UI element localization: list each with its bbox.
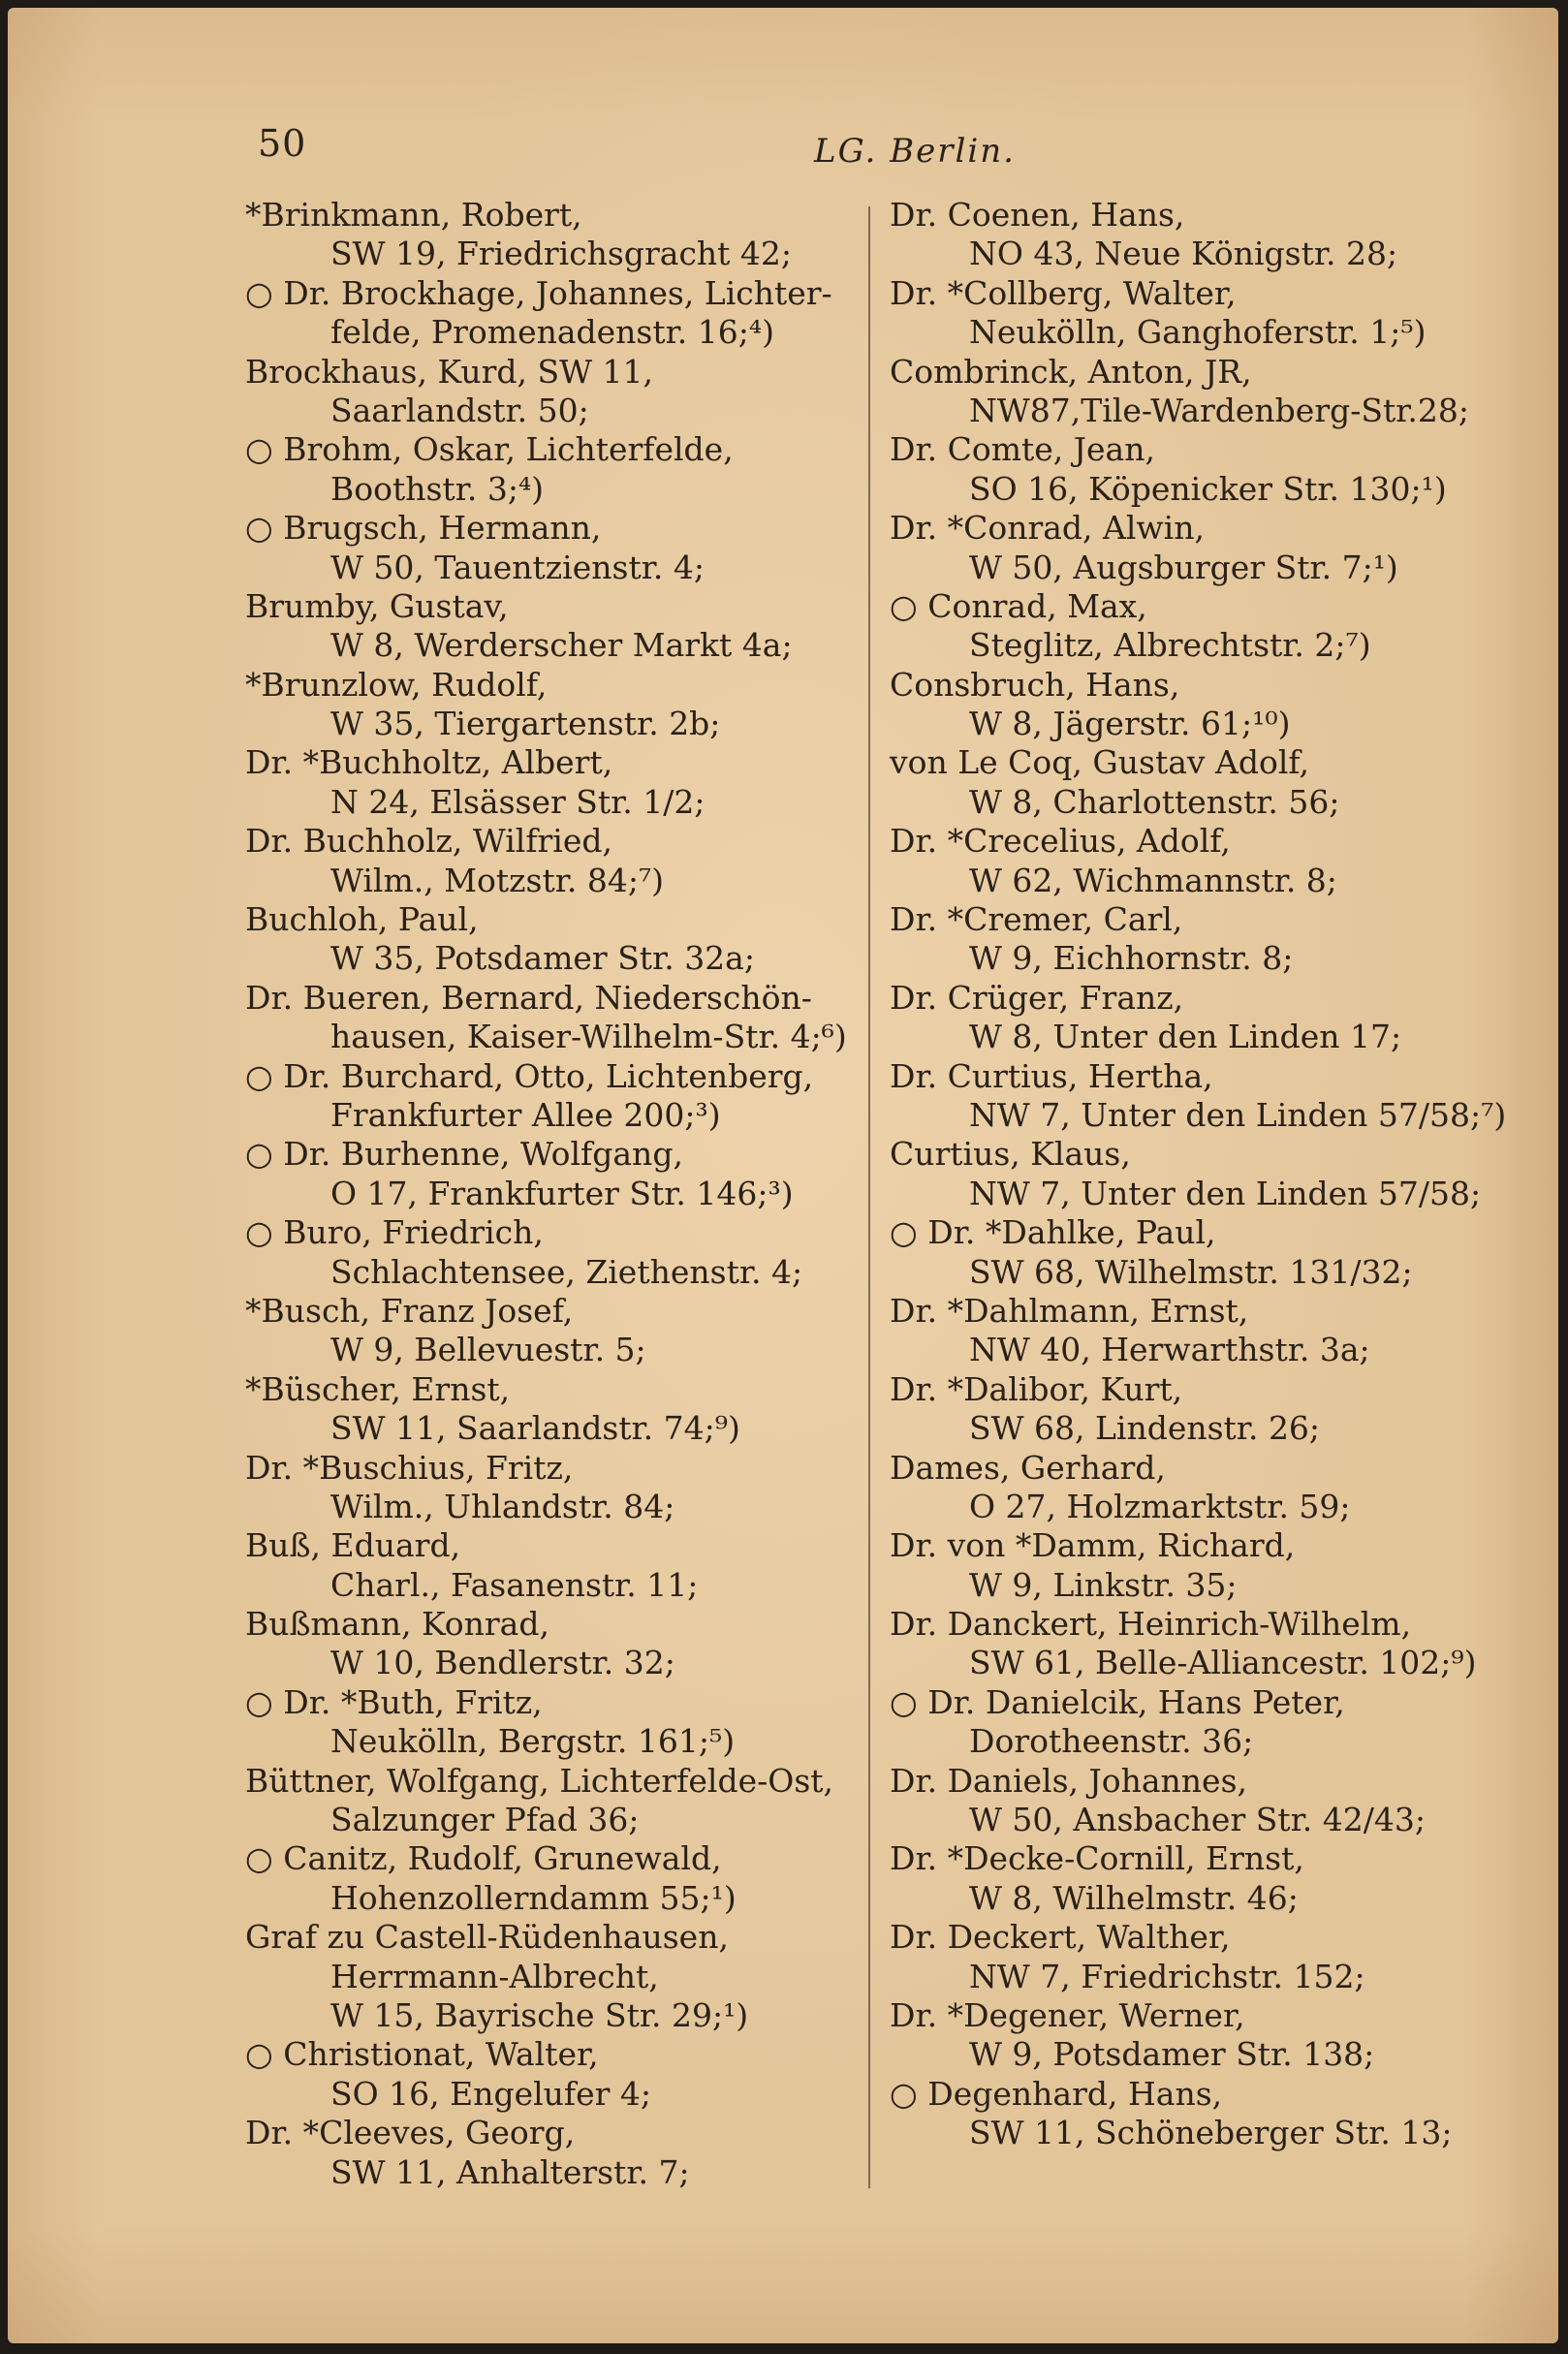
entry-address-line: Herrmann-Albrecht, (330, 1957, 659, 1995)
directory-entry (245, 1449, 875, 1527)
directory-entry (245, 353, 875, 431)
entry-address-line: W 62, Wichmannstr. 8; (969, 861, 1337, 899)
entry-address-line: felde, Promenadenstr. 16;⁴) (330, 313, 774, 352)
directory-entry (890, 1213, 1549, 1292)
entry-name-line: Dr. Bueren, Bernard, Niederschön- (245, 978, 812, 1017)
entry-address-line: NW87,Tile-Wardenberg-Str.28; (969, 391, 1469, 429)
entry-name-line: Dr. Comte, Jean, (890, 430, 1155, 469)
directory-entry (245, 1526, 875, 1605)
entry-address-line: Frankfurter Allee 200;³) (330, 1095, 721, 1134)
directory-entry (245, 509, 875, 587)
directory-entry (245, 979, 875, 1057)
entry-address-line: NW 40, Herwarthstr. 3a; (969, 1331, 1370, 1369)
entry-address-line: SW 61, Belle-Alliancestr. 102;⁹) (969, 1644, 1477, 1682)
directory-entry (890, 822, 1549, 900)
entry-name-line: Dr. von *Damm, Richard, (890, 1526, 1296, 1565)
directory-entry (245, 2035, 875, 2114)
directory-entry (245, 1683, 875, 1762)
entry-name-line: Dr. *Dahlmann, Ernst, (890, 1291, 1249, 1330)
entry-address-line: Neukölln, Ganghoferstr. 1;⁵) (969, 313, 1427, 352)
directory-entry (890, 900, 1549, 979)
entry-name-line: ○ Christionat, Walter, (245, 2035, 599, 2074)
entry-address-line: NO 43, Neue Königstr. 28; (969, 235, 1398, 273)
entry-address-line: W 8, Werderscher Markt 4a; (330, 626, 793, 665)
entry-address-line: Schlachtensee, Ziethenstr. 4; (330, 1252, 803, 1291)
entry-name-line: Dr. Curtius, Hertha, (890, 1056, 1213, 1095)
entry-name-line: *Büscher, Ernst, (245, 1369, 511, 1408)
entry-address-line: W 50, Ansbacher Str. 42/43; (969, 1801, 1426, 1839)
directory-entry (245, 1213, 875, 1292)
directory-entry (245, 743, 875, 822)
entry-name-line: Dr. *Decke-Cornill, Ernst, (890, 1839, 1304, 1878)
entry-address-line: Neukölln, Bergstr. 161;⁵) (330, 1722, 736, 1761)
entry-name-line: Dr. *Buschius, Fritz, (245, 1448, 574, 1487)
entry-address-line: SW 19, Friedrichsgracht 42; (330, 235, 793, 273)
entry-address-line: Dorotheenstr. 36; (969, 1722, 1254, 1761)
entry-name-line: Dames, Gerhard, (890, 1448, 1166, 1487)
directory-entry (890, 587, 1549, 666)
entry-address-line: Wilm., Uhlandstr. 84; (330, 1487, 675, 1525)
directory-entry (245, 1292, 875, 1370)
entry-name-line: ○ Dr. *Buth, Fritz, (245, 1682, 543, 1721)
entry-address-line: Saarlandstr. 50; (330, 391, 589, 429)
directory-entry (890, 1918, 1549, 1996)
entry-name-line: Dr. *Cremer, Carl, (890, 900, 1183, 939)
entry-name-line: ○ Dr. Burchard, Otto, Lichtenberg, (245, 1056, 814, 1095)
entry-name-line: Dr. Coenen, Hans, (890, 196, 1185, 234)
directory-entry (245, 1918, 875, 2035)
entry-address-line: W 10, Bendlerstr. 32; (330, 1644, 675, 1682)
entry-address-line: O 27, Holzmarktstr. 59; (969, 1487, 1351, 1525)
directory-entry (890, 1762, 1549, 1840)
directory-entry (890, 274, 1549, 353)
right-column (890, 196, 1549, 2153)
entry-address-line: W 50, Tauentzienstr. 4; (330, 548, 705, 586)
directory-entry (890, 743, 1549, 822)
entry-name-line: Dr. Buchholz, Wilfried, (245, 822, 613, 861)
entry-address-line: N 24, Elsässer Str. 1/2; (330, 782, 706, 821)
directory-entry (890, 430, 1549, 509)
directory-entry (890, 666, 1549, 744)
entry-name-line: ○ Dr. Danielcik, Hans Peter, (890, 1682, 1345, 1721)
entry-name-line: ○ Degenhard, Hans, (890, 2074, 1223, 2113)
entry-name-line: Büttner, Wolfgang, Lichterfelde-Ost, (245, 1761, 834, 1800)
entry-name-line: *Brinkmann, Robert, (245, 196, 582, 234)
directory-entry (890, 1996, 1549, 2075)
directory-entry (890, 1292, 1549, 1370)
directory-entry (890, 1526, 1549, 1605)
directory-entry (245, 1057, 875, 1136)
entry-address-line: NW 7, Unter den Linden 57/58;⁷) (969, 1095, 1507, 1134)
entry-name-line: Brumby, Gustav, (245, 586, 509, 625)
directory-entry (890, 979, 1549, 1057)
entry-address-line: SW 11, Anhalterstr. 7; (330, 2152, 690, 2191)
directory-entry (890, 196, 1549, 274)
entry-address-line: SW 68, Lindenstr. 26; (969, 1409, 1321, 1448)
directory-entry (890, 1605, 1549, 1683)
entry-address-line: SW 11, Schöneberger Str. 13; (969, 2114, 1453, 2152)
directory-entry (890, 509, 1549, 587)
entry-name-line: Dr. *Buchholtz, Albert, (245, 743, 613, 782)
entry-address-line: Hohenzollerndamm 55;¹) (330, 1878, 737, 1917)
entry-name-line: Dr. *Collberg, Walter, (890, 273, 1237, 312)
directory-entry (890, 1057, 1549, 1136)
directory-entry (245, 430, 875, 509)
directory-entry (245, 2114, 875, 2192)
entry-name-line: Bußmann, Konrad, (245, 1605, 549, 1644)
entry-name-line: Dr. Daniels, Johannes, (890, 1761, 1248, 1800)
directory-entry (890, 353, 1549, 431)
entry-address-line: hausen, Kaiser-Wilhelm-Str. 4;⁶) (330, 1018, 847, 1056)
entry-address-line: W 9, Linkstr. 35; (969, 1565, 1238, 1604)
entry-address-line: NW 7, Friedrichstr. 152; (969, 1957, 1365, 1995)
entry-name-line: *Busch, Franz Josef, (245, 1291, 574, 1330)
entry-name-line: ○ Dr. Brockhage, Johannes, Lichter- (245, 273, 832, 312)
book-page (8, 8, 1558, 2343)
entry-address-line: W 8, Jägerstr. 61;¹⁰) (969, 705, 1291, 743)
directory-entry (245, 1370, 875, 1449)
directory-entry (245, 1135, 875, 1213)
entry-address-line: W 9, Eichhornstr. 8; (969, 939, 1294, 978)
entry-name-line: Dr. *Cleeves, Georg, (245, 2114, 576, 2152)
entry-address-line: SW 11, Saarlandstr. 74;⁹) (330, 1409, 740, 1448)
entry-address-line: W 9, Bellevuestr. 5; (330, 1331, 646, 1369)
entry-address-line: W 8, Charlottenstr. 56; (969, 782, 1340, 821)
entry-address-line: W 35, Potsdamer Str. 32a; (330, 939, 755, 978)
entry-address-line: O 17, Frankfurter Str. 146;³) (330, 1174, 794, 1212)
entry-name-line: ○ Conrad, Max, (890, 586, 1147, 625)
entry-name-line: ○ Buro, Friedrich, (245, 1213, 544, 1252)
entry-address-line: W 8, Unter den Linden 17; (969, 1018, 1402, 1056)
entry-address-line: Steglitz, Albrechtstr. 2;⁷) (969, 626, 1371, 665)
entry-name-line: Buß, Eduard, (245, 1526, 461, 1565)
entry-address-line: W 8, Wilhelmstr. 46; (969, 1878, 1299, 1917)
directory-entry (890, 1135, 1549, 1213)
entry-address-line: NW 7, Unter den Linden 57/58; (969, 1174, 1482, 1212)
entry-name-line: Combrinck, Anton, JR, (890, 352, 1252, 391)
entry-name-line: Brockhaus, Kurd, SW 11, (245, 352, 654, 391)
directory-entry (245, 822, 875, 900)
entry-name-line: ○ Brugsch, Hermann, (245, 509, 602, 548)
entry-name-line: Dr. Crüger, Franz, (890, 978, 1184, 1017)
entry-address-line: SO 16, Köpenicker Str. 130;¹) (969, 469, 1447, 508)
entry-name-line: von Le Coq, Gustav Adolf, (890, 743, 1309, 782)
directory-entry (245, 666, 875, 744)
page-number: 50 (258, 122, 307, 165)
entry-address-line: Boothstr. 3;⁴) (330, 469, 545, 508)
entry-name-line: Buchloh, Paul, (245, 900, 479, 939)
directory-entry (890, 1449, 1549, 1527)
entry-name-line: Curtius, Klaus, (890, 1135, 1131, 1174)
directory-entry (890, 1683, 1549, 1762)
entry-name-line: Dr. Deckert, Walther, (890, 1918, 1231, 1957)
entry-address-line: W 35, Tiergartenstr. 2b; (330, 705, 721, 743)
entry-name-line: Dr. *Crecelius, Adolf, (890, 822, 1231, 861)
entry-name-line: Dr. *Dalibor, Kurt, (890, 1369, 1183, 1408)
directory-entry (245, 1762, 875, 1840)
entry-name-line: *Brunzlow, Rudolf, (245, 665, 548, 704)
entry-name-line: Graf zu Castell-Rüdenhausen, (245, 1918, 729, 1957)
entry-address-line: W 9, Potsdamer Str. 138; (969, 2035, 1375, 2074)
entry-name-line: Consbruch, Hans, (890, 665, 1180, 704)
directory-entry (245, 1605, 875, 1683)
entry-name-line: Dr. Danckert, Heinrich-Wilhelm, (890, 1605, 1412, 1644)
entry-address-line: W 15, Bayrische Str. 29;¹) (330, 1995, 749, 2034)
directory-entry (890, 1839, 1549, 1918)
entry-name-line: ○ Brohm, Oskar, Lichterfelde, (245, 430, 734, 469)
directory-entry (245, 274, 875, 353)
directory-entry (890, 1370, 1549, 1449)
directory-entry (245, 900, 875, 979)
directory-entry (245, 1839, 875, 1918)
entry-address-line: Wilm., Motzstr. 84;⁷) (330, 861, 665, 899)
left-column (245, 196, 875, 2192)
entry-address-line: W 50, Augsburger Str. 7;¹) (969, 548, 1398, 586)
entry-name-line: Dr. *Conrad, Alwin, (890, 509, 1205, 548)
directory-entry (245, 587, 875, 666)
entry-name-line: ○ Dr. *Dahlke, Paul, (890, 1213, 1216, 1252)
entry-address-line: SO 16, Engelufer 4; (330, 2074, 652, 2113)
entry-name-line: Dr. *Degener, Werner, (890, 1995, 1245, 2034)
directory-entry (890, 2075, 1549, 2153)
entry-name-line: ○ Canitz, Rudolf, Grunewald, (245, 1839, 722, 1878)
running-head: LG. Berlin. (814, 132, 1016, 171)
entry-name-line: ○ Dr. Burhenne, Wolfgang, (245, 1135, 683, 1174)
entry-address-line: SW 68, Wilhelmstr. 131/32; (969, 1252, 1413, 1291)
entry-address-line: Salzunger Pfad 36; (330, 1801, 640, 1839)
entry-address-line: Charl., Fasanenstr. 11; (330, 1565, 699, 1604)
directory-entry (245, 196, 875, 274)
